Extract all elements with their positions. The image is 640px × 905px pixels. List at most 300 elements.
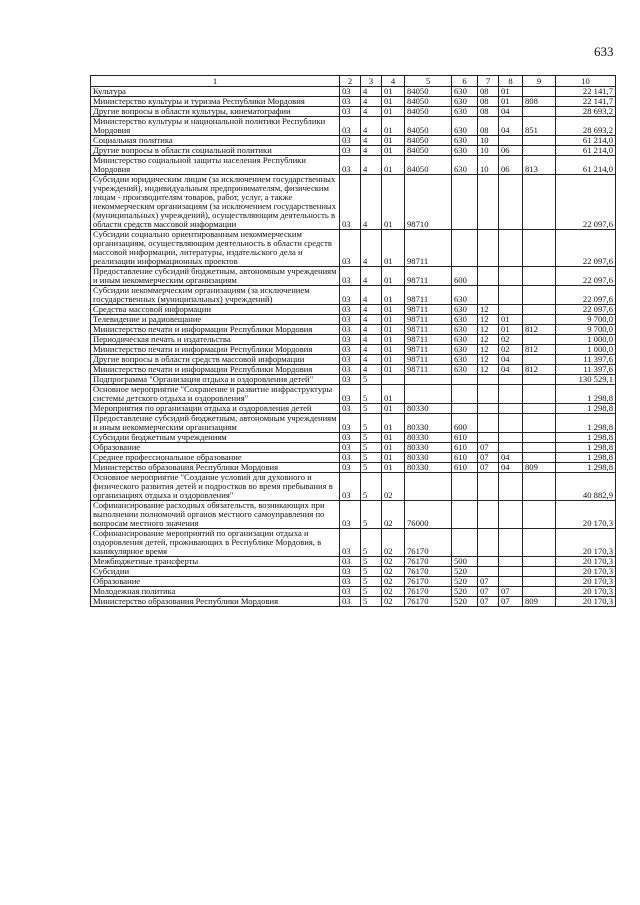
code-col-9: 809 xyxy=(523,597,556,607)
table-header xyxy=(91,76,616,87)
code-col-4: 01 xyxy=(382,443,405,453)
code-col-8 xyxy=(499,557,523,567)
code-col-4: 01 xyxy=(382,414,405,433)
code-col-4: 02 xyxy=(382,529,405,557)
code-col-5: 98711 xyxy=(405,305,452,315)
table-row xyxy=(91,315,616,325)
code-col-4: 02 xyxy=(382,577,405,587)
code-col-3: 5 xyxy=(361,433,382,443)
row-name: Культура xyxy=(91,87,340,97)
row-name: Основное мероприятие "Сохранение и развитие инфраструктуры системы детского отдыха и оздоровления" xyxy=(91,385,340,404)
code-col-2: 03 xyxy=(340,567,361,577)
code-col-5: 80330 xyxy=(405,414,452,433)
table-row xyxy=(91,453,616,463)
table-row xyxy=(91,414,616,433)
code-col-6: 630 xyxy=(452,365,478,375)
code-col-9 xyxy=(523,175,556,230)
code-col-5: 80330 xyxy=(405,453,452,463)
code-col-6: 520 xyxy=(452,597,478,607)
code-col-3: 5 xyxy=(361,453,382,463)
code-col-8 xyxy=(499,404,523,414)
code-col-8 xyxy=(499,267,523,286)
code-col-3: 5 xyxy=(361,385,382,404)
code-col-5: 98711 xyxy=(405,315,452,325)
code-col-9: 812 xyxy=(523,365,556,375)
code-col-3: 5 xyxy=(361,443,382,453)
code-col-4: 01 xyxy=(382,355,405,365)
code-col-8 xyxy=(499,529,523,557)
row-amount: 20 170,3 xyxy=(556,529,616,557)
table-body xyxy=(91,87,616,607)
code-col-7: 12 xyxy=(478,305,499,315)
row-name: Молодежная политика xyxy=(91,587,340,597)
code-col-4: 01 xyxy=(382,385,405,404)
code-col-7: 07 xyxy=(478,577,499,587)
code-col-2: 03 xyxy=(340,175,361,230)
code-col-7: 07 xyxy=(478,597,499,607)
row-name: Мероприятия по организации отдыха и оздоровления детей xyxy=(91,404,340,414)
code-col-6 xyxy=(452,473,478,501)
code-col-5: 80330 xyxy=(405,433,452,443)
code-col-2: 03 xyxy=(340,230,361,267)
column-header: 3 xyxy=(361,76,382,87)
table-row xyxy=(91,463,616,473)
column-header: 9 xyxy=(523,76,556,87)
code-col-9 xyxy=(523,433,556,443)
code-col-6: 520 xyxy=(452,567,478,577)
code-col-9 xyxy=(523,230,556,267)
code-col-6: 630 xyxy=(452,335,478,345)
code-col-7: 07 xyxy=(478,587,499,597)
code-col-2: 03 xyxy=(340,501,361,529)
code-col-7 xyxy=(478,433,499,443)
row-amount: 11 397,6 xyxy=(556,355,616,365)
code-col-8 xyxy=(499,175,523,230)
code-col-2: 03 xyxy=(340,117,361,136)
row-name: Министерство социальной защиты населения Республики Мордовия xyxy=(91,156,340,175)
code-col-2: 03 xyxy=(340,315,361,325)
row-amount: 61 214,0 xyxy=(556,136,616,146)
code-col-2: 03 xyxy=(340,156,361,175)
code-col-4: 01 xyxy=(382,146,405,156)
code-col-5: 98711 xyxy=(405,286,452,305)
table-row xyxy=(91,597,616,607)
code-col-7 xyxy=(478,404,499,414)
code-col-3: 5 xyxy=(361,501,382,529)
code-col-2: 03 xyxy=(340,463,361,473)
code-col-5: 76000 xyxy=(405,501,452,529)
row-name: Софинансирование расходных обязательств, возникающих при выполнении полномочий органов местного самоуправления по вопросам местного значения xyxy=(91,501,340,529)
code-col-3: 5 xyxy=(361,414,382,433)
code-col-8: 01 xyxy=(499,97,523,107)
code-col-3: 5 xyxy=(361,473,382,501)
table-row xyxy=(91,136,616,146)
code-col-5 xyxy=(405,385,452,404)
row-amount: 22 097,6 xyxy=(556,305,616,315)
row-name: Подпрограмма "Организация отдыха и оздоровления детей" xyxy=(91,375,340,385)
code-col-6: 630 xyxy=(452,146,478,156)
column-header: 2 xyxy=(340,76,361,87)
code-col-2: 03 xyxy=(340,443,361,453)
code-col-6 xyxy=(452,501,478,529)
code-col-4: 02 xyxy=(382,597,405,607)
code-col-7: 12 xyxy=(478,315,499,325)
code-col-9: 808 xyxy=(523,97,556,107)
code-col-4: 01 xyxy=(382,463,405,473)
code-col-8: 01 xyxy=(499,87,523,97)
code-col-8: 07 xyxy=(499,597,523,607)
row-amount: 9 700,0 xyxy=(556,325,616,335)
code-col-3: 4 xyxy=(361,230,382,267)
column-header: 4 xyxy=(382,76,405,87)
row-name: Предоставление субсидий бюджетным, автономным учреждениям и иным некоммерческим организациям xyxy=(91,267,340,286)
code-col-3: 4 xyxy=(361,335,382,345)
row-amount: 1 298,8 xyxy=(556,463,616,473)
row-amount: 1 298,8 xyxy=(556,404,616,414)
code-col-2: 03 xyxy=(340,335,361,345)
code-col-7: 10 xyxy=(478,156,499,175)
code-col-9 xyxy=(523,136,556,146)
column-header: 10 xyxy=(556,76,616,87)
code-col-4: 02 xyxy=(382,501,405,529)
code-col-8 xyxy=(499,473,523,501)
row-amount: 20 170,3 xyxy=(556,557,616,567)
code-col-8: 04 xyxy=(499,453,523,463)
row-name: Министерство печати и информации Республики Мордовия xyxy=(91,365,340,375)
code-col-4: 01 xyxy=(382,404,405,414)
row-amount: 1 298,8 xyxy=(556,433,616,443)
code-col-2: 03 xyxy=(340,375,361,385)
row-amount: 22 097,6 xyxy=(556,230,616,267)
code-col-3: 4 xyxy=(361,315,382,325)
code-col-8 xyxy=(499,305,523,315)
row-name: Субсидии некоммерческим организациям (за исключением государственных (муниципальных) учреждений) xyxy=(91,286,340,305)
table-row xyxy=(91,87,616,97)
code-col-8: 04 xyxy=(499,463,523,473)
code-col-3: 4 xyxy=(361,87,382,97)
code-col-7: 12 xyxy=(478,355,499,365)
code-col-3: 4 xyxy=(361,355,382,365)
code-col-2: 03 xyxy=(340,414,361,433)
row-amount: 22 141,7 xyxy=(556,97,616,107)
code-col-8: 01 xyxy=(499,325,523,335)
code-col-5: 84050 xyxy=(405,107,452,117)
row-name: Министерство печати и информации Республики Мордовия xyxy=(91,345,340,355)
code-col-3: 5 xyxy=(361,529,382,557)
code-col-2: 03 xyxy=(340,355,361,365)
code-col-6: 520 xyxy=(452,577,478,587)
code-col-2: 03 xyxy=(340,345,361,355)
row-name: Средства массовой информации xyxy=(91,305,340,315)
code-col-2: 03 xyxy=(340,385,361,404)
code-col-5: 98711 xyxy=(405,267,452,286)
table-row xyxy=(91,286,616,305)
code-col-5: 84050 xyxy=(405,97,452,107)
code-col-4: 02 xyxy=(382,587,405,597)
code-col-3: 4 xyxy=(361,325,382,335)
row-name: Министерство печати и информации Республики Мордовия xyxy=(91,325,340,335)
row-amount: 20 170,3 xyxy=(556,501,616,529)
page-number: 633 xyxy=(594,44,614,59)
code-col-4: 01 xyxy=(382,156,405,175)
code-col-6: 630 xyxy=(452,97,478,107)
table-row xyxy=(91,107,616,117)
code-col-4: 01 xyxy=(382,305,405,315)
code-col-3: 4 xyxy=(361,345,382,355)
code-col-8 xyxy=(499,414,523,433)
code-col-5: 80330 xyxy=(405,463,452,473)
row-name: Основное мероприятие "Создание условий для духовного и физического развития детей и подростков во время пребывания в организациях отдыха и оздоровления" xyxy=(91,473,340,501)
row-amount: 11 397,6 xyxy=(556,365,616,375)
code-col-7: 10 xyxy=(478,136,499,146)
row-name: Образование xyxy=(91,577,340,587)
row-name: Министерство образования Республики Мордовия xyxy=(91,597,340,607)
row-amount: 22 141,7 xyxy=(556,87,616,97)
code-col-5: 98711 xyxy=(405,345,452,355)
code-col-9 xyxy=(523,453,556,463)
code-col-4: 01 xyxy=(382,107,405,117)
code-col-2: 03 xyxy=(340,286,361,305)
code-col-5: 84050 xyxy=(405,87,452,97)
code-col-6 xyxy=(452,529,478,557)
code-col-3: 5 xyxy=(361,587,382,597)
row-amount: 1 000,0 xyxy=(556,335,616,345)
code-col-5: 84050 xyxy=(405,136,452,146)
code-col-7: 08 xyxy=(478,87,499,97)
row-amount: 130 529,1 xyxy=(556,375,616,385)
column-header: 1 xyxy=(91,76,340,87)
code-col-3: 4 xyxy=(361,286,382,305)
code-col-7 xyxy=(478,286,499,305)
code-col-8: 04 xyxy=(499,355,523,365)
row-amount: 20 170,3 xyxy=(556,597,616,607)
header-row xyxy=(91,76,616,87)
row-name: Другие вопросы в области средств массовой информации xyxy=(91,355,340,365)
row-name: Периодическая печать и издательства xyxy=(91,335,340,345)
code-col-7 xyxy=(478,557,499,567)
code-col-6: 630 xyxy=(452,156,478,175)
code-col-5: 76170 xyxy=(405,529,452,557)
code-col-5: 80330 xyxy=(405,404,452,414)
code-col-8 xyxy=(499,433,523,443)
code-col-6: 610 xyxy=(452,443,478,453)
code-col-5: 98711 xyxy=(405,365,452,375)
row-name: Межбюджетные трансферты xyxy=(91,557,340,567)
code-col-4: 01 xyxy=(382,286,405,305)
budget-table xyxy=(90,75,616,607)
code-col-8: 04 xyxy=(499,365,523,375)
code-col-2: 03 xyxy=(340,87,361,97)
code-col-9 xyxy=(523,587,556,597)
table-row xyxy=(91,97,616,107)
code-col-7 xyxy=(478,414,499,433)
code-col-2: 03 xyxy=(340,433,361,443)
code-col-2: 03 xyxy=(340,305,361,315)
code-col-7 xyxy=(478,529,499,557)
code-col-3: 5 xyxy=(361,557,382,567)
row-name: Предоставление субсидий бюджетным, автономным учреждениям и иным некоммерческим организациям xyxy=(91,414,340,433)
code-col-2: 03 xyxy=(340,453,361,463)
code-col-6 xyxy=(452,385,478,404)
row-amount: 1 298,8 xyxy=(556,414,616,433)
code-col-5: 84050 xyxy=(405,156,452,175)
code-col-9 xyxy=(523,385,556,404)
code-col-9 xyxy=(523,267,556,286)
row-name: Министерство образования Республики Мордовия xyxy=(91,463,340,473)
code-col-4: 02 xyxy=(382,567,405,577)
code-col-8: 04 xyxy=(499,117,523,136)
code-col-3: 5 xyxy=(361,567,382,577)
code-col-6: 500 xyxy=(452,557,478,567)
code-col-6: 630 xyxy=(452,107,478,117)
code-col-9 xyxy=(523,414,556,433)
table-row xyxy=(91,385,616,404)
code-col-4: 01 xyxy=(382,433,405,443)
row-amount: 61 214,0 xyxy=(556,146,616,156)
code-col-9 xyxy=(523,355,556,365)
code-col-6 xyxy=(452,375,478,385)
table-row xyxy=(91,473,616,501)
row-amount: 22 097,6 xyxy=(556,267,616,286)
table-row xyxy=(91,335,616,345)
code-col-5: 76170 xyxy=(405,587,452,597)
table-row xyxy=(91,443,616,453)
code-col-3: 5 xyxy=(361,597,382,607)
code-col-9: 809 xyxy=(523,463,556,473)
code-col-5 xyxy=(405,375,452,385)
code-col-2: 03 xyxy=(340,577,361,587)
table-row xyxy=(91,345,616,355)
code-col-5: 98710 xyxy=(405,175,452,230)
code-col-2: 03 xyxy=(340,473,361,501)
code-col-9 xyxy=(523,375,556,385)
code-col-8: 02 xyxy=(499,335,523,345)
code-col-7: 07 xyxy=(478,453,499,463)
table-row xyxy=(91,433,616,443)
code-col-3: 4 xyxy=(361,156,382,175)
table-row xyxy=(91,230,616,267)
code-col-8 xyxy=(499,136,523,146)
code-col-3: 4 xyxy=(361,146,382,156)
code-col-6: 600 xyxy=(452,414,478,433)
code-col-6: 630 xyxy=(452,305,478,315)
code-col-2: 03 xyxy=(340,325,361,335)
code-col-2: 03 xyxy=(340,404,361,414)
code-col-5: 80330 xyxy=(405,443,452,453)
row-amount: 40 882,9 xyxy=(556,473,616,501)
code-col-9 xyxy=(523,473,556,501)
code-col-4: 01 xyxy=(382,335,405,345)
code-col-8 xyxy=(499,286,523,305)
code-col-4: 02 xyxy=(382,473,405,501)
code-col-3: 4 xyxy=(361,305,382,315)
code-col-9: 812 xyxy=(523,325,556,335)
code-col-7 xyxy=(478,175,499,230)
code-col-3: 4 xyxy=(361,267,382,286)
code-col-5: 76170 xyxy=(405,597,452,607)
code-col-7: 12 xyxy=(478,325,499,335)
table-row xyxy=(91,577,616,587)
code-col-7 xyxy=(478,267,499,286)
table-row xyxy=(91,267,616,286)
code-col-3: 5 xyxy=(361,404,382,414)
code-col-7: 12 xyxy=(478,345,499,355)
code-col-4: 01 xyxy=(382,175,405,230)
row-name: Субсидии социально ориентированным некоммерческим организациям, осуществляющим деятельность в области средств массовой информации, литературы, издательского дела и реализации информационных проектов xyxy=(91,230,340,267)
code-col-7 xyxy=(478,501,499,529)
column-header: 7 xyxy=(478,76,499,87)
code-col-7: 08 xyxy=(478,117,499,136)
code-col-4: 01 xyxy=(382,365,405,375)
code-col-8 xyxy=(499,230,523,267)
table-row xyxy=(91,156,616,175)
code-col-3: 4 xyxy=(361,175,382,230)
code-col-2: 03 xyxy=(340,107,361,117)
code-col-4: 01 xyxy=(382,453,405,463)
code-col-9 xyxy=(523,286,556,305)
code-col-5: 76170 xyxy=(405,567,452,577)
code-col-9 xyxy=(523,335,556,345)
row-amount: 1 298,8 xyxy=(556,443,616,453)
row-amount: 28 693,2 xyxy=(556,117,616,136)
row-name: Субсидии xyxy=(91,567,340,577)
code-col-9 xyxy=(523,146,556,156)
code-col-7: 08 xyxy=(478,107,499,117)
code-col-7 xyxy=(478,567,499,577)
code-col-7 xyxy=(478,385,499,404)
table-row xyxy=(91,375,616,385)
row-amount: 1 000,0 xyxy=(556,345,616,355)
code-col-3: 4 xyxy=(361,117,382,136)
code-col-8: 02 xyxy=(499,345,523,355)
table-row xyxy=(91,529,616,557)
table-row xyxy=(91,355,616,365)
code-col-9: 813 xyxy=(523,156,556,175)
code-col-4: 01 xyxy=(382,117,405,136)
row-amount: 28 693,2 xyxy=(556,107,616,117)
code-col-6: 610 xyxy=(452,433,478,443)
table-row xyxy=(91,117,616,136)
code-col-9 xyxy=(523,404,556,414)
code-col-9 xyxy=(523,577,556,587)
code-col-9 xyxy=(523,443,556,453)
row-name: Министерство культуры и национальной политики Республики Мордовия xyxy=(91,117,340,136)
row-amount: 20 170,3 xyxy=(556,567,616,577)
code-col-9 xyxy=(523,315,556,325)
code-col-7: 08 xyxy=(478,97,499,107)
code-col-8: 01 xyxy=(499,315,523,325)
code-col-8: 06 xyxy=(499,146,523,156)
code-col-4: 01 xyxy=(382,230,405,267)
code-col-5 xyxy=(405,473,452,501)
code-col-5: 84050 xyxy=(405,117,452,136)
code-col-3: 4 xyxy=(361,107,382,117)
code-col-8: 06 xyxy=(499,156,523,175)
row-amount: 22 097,6 xyxy=(556,175,616,230)
code-col-8 xyxy=(499,501,523,529)
code-col-8: 04 xyxy=(499,107,523,117)
row-name: Образование xyxy=(91,443,340,453)
code-col-8: 07 xyxy=(499,587,523,597)
row-amount: 20 170,3 xyxy=(556,577,616,587)
code-col-2: 03 xyxy=(340,597,361,607)
code-col-5: 84050 xyxy=(405,146,452,156)
code-col-8 xyxy=(499,385,523,404)
code-col-6: 520 xyxy=(452,587,478,597)
row-name: Министерство культуры и туризма Республики Мордовия xyxy=(91,97,340,107)
code-col-6: 630 xyxy=(452,87,478,97)
code-col-3: 4 xyxy=(361,97,382,107)
